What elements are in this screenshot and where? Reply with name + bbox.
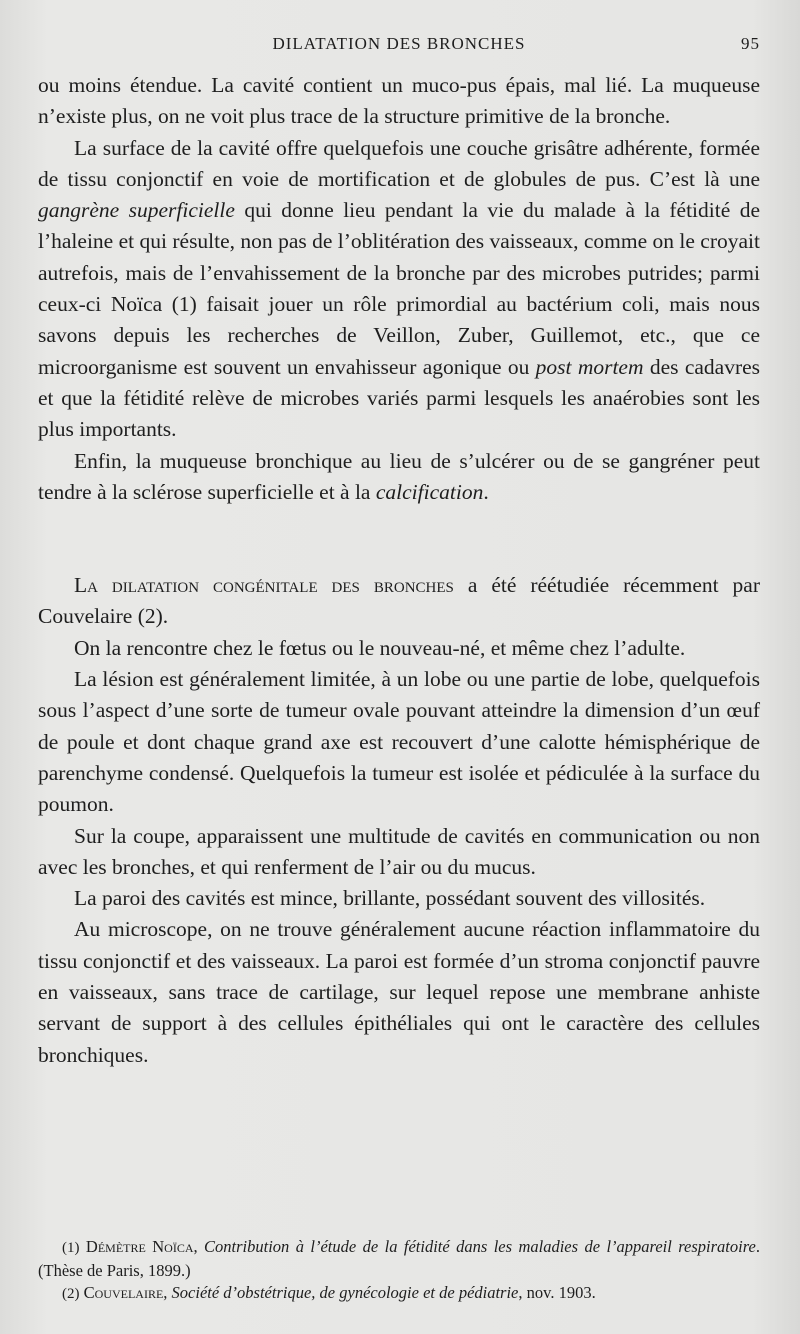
paragraph-occurrence: On la rencontre chez le fœtus ou le nouveau-né, et même chez l’adulte. <box>74 635 686 660</box>
paragraph-microscope: Au microscope, on ne trouve généralement aucune réaction inflammatoire du tissu conjonctif et des vaisseaux. La paroi est formée d’un stroma conjonctif pauvre en vaisseaux, sans trace de cartilage, sur lequel repose une membrane anhiste servant de support à des cellules épithéliales qui ont le caractère des cellules bronchiques. <box>38 917 760 1067</box>
paragraph-congenital-dilatation: La dilatation congénitale des bronches a été réétudiée récemment par Couvelaire (2). <box>38 573 760 629</box>
paragraph-lesion: La lésion est généralement limitée, à un lobe ou une partie de lobe, quelquefois sous l’aspect d’une sorte de tumeur ovale pouvant atteindre la dimension d’un œuf de poule et dont chaque grand axe est recouvert d’une calotte hémisphérique de parenchyme condensé. Quelquefois la tumeur est isolée et pédiculée à la surface du poumon. <box>38 667 760 817</box>
paragraph-calcification: Enfin, la muqueuse bronchique au lieu de s’ulcérer ou de se gangréner peut tendre à la sclérose superficielle et à la calcification. <box>38 448 760 504</box>
page-number: 95 <box>741 34 760 53</box>
body-text <box>38 70 760 1071</box>
paragraph-section-cut: Sur la coupe, apparaissent une multitude de cavités en communication ou non avec les bronches, et qui renferment de l’air ou du mucus. <box>38 823 760 879</box>
section-heading: La dilatation congénitale des bronches <box>74 573 454 598</box>
footnote-author: Couvelaire <box>83 1283 164 1302</box>
footnote: (1) Démètre Noïca, Contribution à l’étude de la fétidité dans les maladies de l’appareil respiratoire. (Thèse de Paris, 1899.) <box>38 1237 760 1280</box>
footnote-title: Société d’obstétrique, de gynécologie et de pédiatrie <box>171 1283 519 1302</box>
italic-term: calcification <box>375 479 484 504</box>
footnote-title: Contribution à l’étude de la fétidité dans les maladies de l’appareil respiratoire <box>204 1237 756 1256</box>
running-title: DILATATION DES BRONCHES <box>272 34 526 53</box>
footnotes <box>38 1236 760 1306</box>
italic-term: post mortem <box>535 354 644 379</box>
footnote-mark: (2) <box>62 1286 80 1302</box>
footnote: (2) Couvelaire, Société d’obstétrique, de gynécologie et de pédiatrie, nov. 1903. <box>62 1283 596 1302</box>
footnote-author: Démètre Noïca <box>85 1237 194 1256</box>
page-header <box>38 34 760 58</box>
paragraph-wall: La paroi des cavités est mince, brillante, possédant souvent des villosités. <box>74 886 706 911</box>
paragraph-continuation: ou moins étendue. La cavité contient un muco-pus épais, mal lié. La muqueuse n’existe plus, on ne voit plus trace de la structure primitive de la bronche. <box>38 73 760 129</box>
footnote-mark: (1) <box>62 1240 80 1256</box>
italic-term: gangrène superficielle <box>38 198 235 223</box>
paragraph-gangrene: La surface de la cavité offre quelquefois une couche grisâtre adhérente, formée de tissu conjonctif en voie de mortification et de globules de pus. C’est là une gangrène superficielle qui donne lieu pendant la vie du malade à la fétidité de l’haleine et qui résulte, non pas de l’oblitération des vaisseaux, comme on le croyait autrefois, mais de l’envahissement de la bronche par des microbes putrides; parmi ceux-ci Noïca (1) faisait jouer un rôle primordial au bactérium coli, mais nous savons depuis les recherches de Veillon, Zuber, Guillemot, etc., que ce microorganisme est souvent un envahisseur agonique ou post mortem des cadavres et que la fétidité relève de microbes variés parmi lesquels les anaérobies sont les plus importants. <box>38 135 761 442</box>
